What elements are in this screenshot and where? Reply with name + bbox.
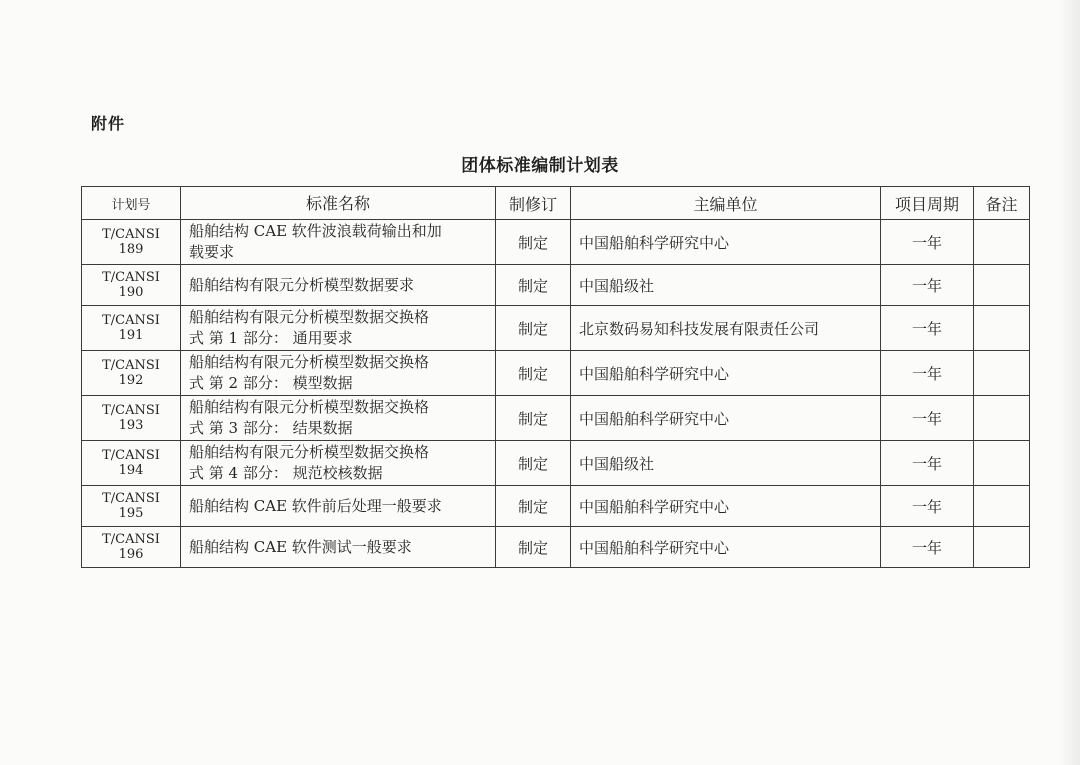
- type-cell: 制定: [496, 351, 571, 396]
- note-cell: [974, 351, 1030, 396]
- standard-name-line: 式 第 3 部分： 结果数据: [189, 419, 353, 437]
- type-cell: 制定: [496, 396, 571, 441]
- standard-name-line: 船舶结构 CAE 软件测试一般要求: [189, 537, 412, 556]
- page-edge-shadow: [1058, 0, 1080, 765]
- standard-name-cell: [181, 220, 496, 265]
- period-cell: 一年: [881, 396, 974, 441]
- note-cell: [974, 265, 1030, 306]
- chief-unit-cell: 中国船舶科学研究中心: [571, 396, 881, 441]
- standard-name-line: 载要求: [189, 243, 235, 261]
- header-chief-unit: 主编单位: [571, 187, 881, 220]
- header-plan-no: 计划号: [82, 187, 181, 220]
- note-cell: [974, 441, 1030, 486]
- standard-name-line: 船舶结构有限元分析模型数据交换格: [189, 443, 430, 461]
- table-row: [82, 486, 1030, 527]
- type-cell: 制定: [496, 527, 571, 568]
- note-cell: [974, 527, 1030, 568]
- standard-name-line: 式 第 4 部分： 规范校核数据: [189, 464, 383, 482]
- chief-unit-cell: 中国船舶科学研究中心: [571, 527, 881, 568]
- standard-name-cell: [181, 265, 496, 306]
- standards-plan-table: [81, 186, 1030, 568]
- period-cell: 一年: [881, 306, 974, 351]
- type-cell: 制定: [496, 441, 571, 486]
- period-cell: 一年: [881, 220, 974, 265]
- standard-name-line: 船舶结构有限元分析模型数据要求: [189, 275, 415, 294]
- standard-name-line: 船舶结构有限元分析模型数据交换格: [189, 308, 430, 326]
- chief-unit-cell: 中国船舶科学研究中心: [571, 351, 881, 396]
- type-cell: 制定: [496, 486, 571, 527]
- table-header-row: [82, 187, 1030, 220]
- standard-name-cell: [181, 396, 496, 441]
- table-row: [82, 396, 1030, 441]
- standard-name-line: 船舶结构有限元分析模型数据交换格: [189, 353, 430, 371]
- plan-no-cell: T/CANSI 189: [82, 220, 181, 265]
- standard-name-cell: [181, 527, 496, 568]
- note-cell: [974, 220, 1030, 265]
- plan-no-cell: T/CANSI 190: [82, 265, 181, 306]
- standard-name-line: 式 第 2 部分： 模型数据: [189, 374, 353, 392]
- table-row: [82, 265, 1030, 306]
- note-cell: [974, 486, 1030, 527]
- note-cell: [974, 306, 1030, 351]
- table-row: [82, 441, 1030, 486]
- standard-name-line: 船舶结构 CAE 软件前后处理一般要求: [189, 496, 442, 515]
- type-cell: 制定: [496, 220, 571, 265]
- standard-name-cell: [181, 441, 496, 486]
- type-cell: 制定: [496, 306, 571, 351]
- period-cell: 一年: [881, 265, 974, 306]
- chief-unit-cell: 北京数码易知科技发展有限责任公司: [571, 306, 881, 351]
- period-cell: 一年: [881, 486, 974, 527]
- standard-name-cell: [181, 351, 496, 396]
- note-cell: [974, 396, 1030, 441]
- chief-unit-cell: 中国船舶科学研究中心: [571, 486, 881, 527]
- header-standard-name: 标准名称: [181, 187, 496, 220]
- standard-name-line: 船舶结构 CAE 软件波浪载荷输出和加: [189, 222, 442, 240]
- header-note: 备注: [974, 187, 1030, 220]
- standard-name-cell: [181, 486, 496, 527]
- standard-name-cell: [181, 306, 496, 351]
- chief-unit-cell: 中国船舶科学研究中心: [571, 220, 881, 265]
- standard-name-line: 式 第 1 部分： 通用要求: [189, 329, 353, 347]
- table-row: [82, 351, 1030, 396]
- attachment-label: 附件: [91, 114, 126, 133]
- chief-unit-cell: 中国船级社: [571, 265, 881, 306]
- standard-name-line: 船舶结构有限元分析模型数据交换格: [189, 398, 430, 416]
- plan-no-cell: T/CANSI 194: [82, 441, 181, 486]
- period-cell: 一年: [881, 441, 974, 486]
- header-period: 项目周期: [881, 187, 974, 220]
- table-title: 团体标准编制计划表: [461, 156, 619, 176]
- plan-no-cell: T/CANSI 191: [82, 306, 181, 351]
- type-cell: 制定: [496, 265, 571, 306]
- plan-no-cell: T/CANSI 192: [82, 351, 181, 396]
- table-row: [82, 220, 1030, 265]
- period-cell: 一年: [881, 351, 974, 396]
- chief-unit-cell: 中国船级社: [571, 441, 881, 486]
- plan-no-cell: T/CANSI 193: [82, 396, 181, 441]
- table-row: [82, 306, 1030, 351]
- table-row: [82, 527, 1030, 568]
- plan-no-cell: T/CANSI 196: [82, 527, 181, 568]
- period-cell: 一年: [881, 527, 974, 568]
- header-type: 制修订: [496, 187, 571, 220]
- plan-no-cell: T/CANSI 195: [82, 486, 181, 527]
